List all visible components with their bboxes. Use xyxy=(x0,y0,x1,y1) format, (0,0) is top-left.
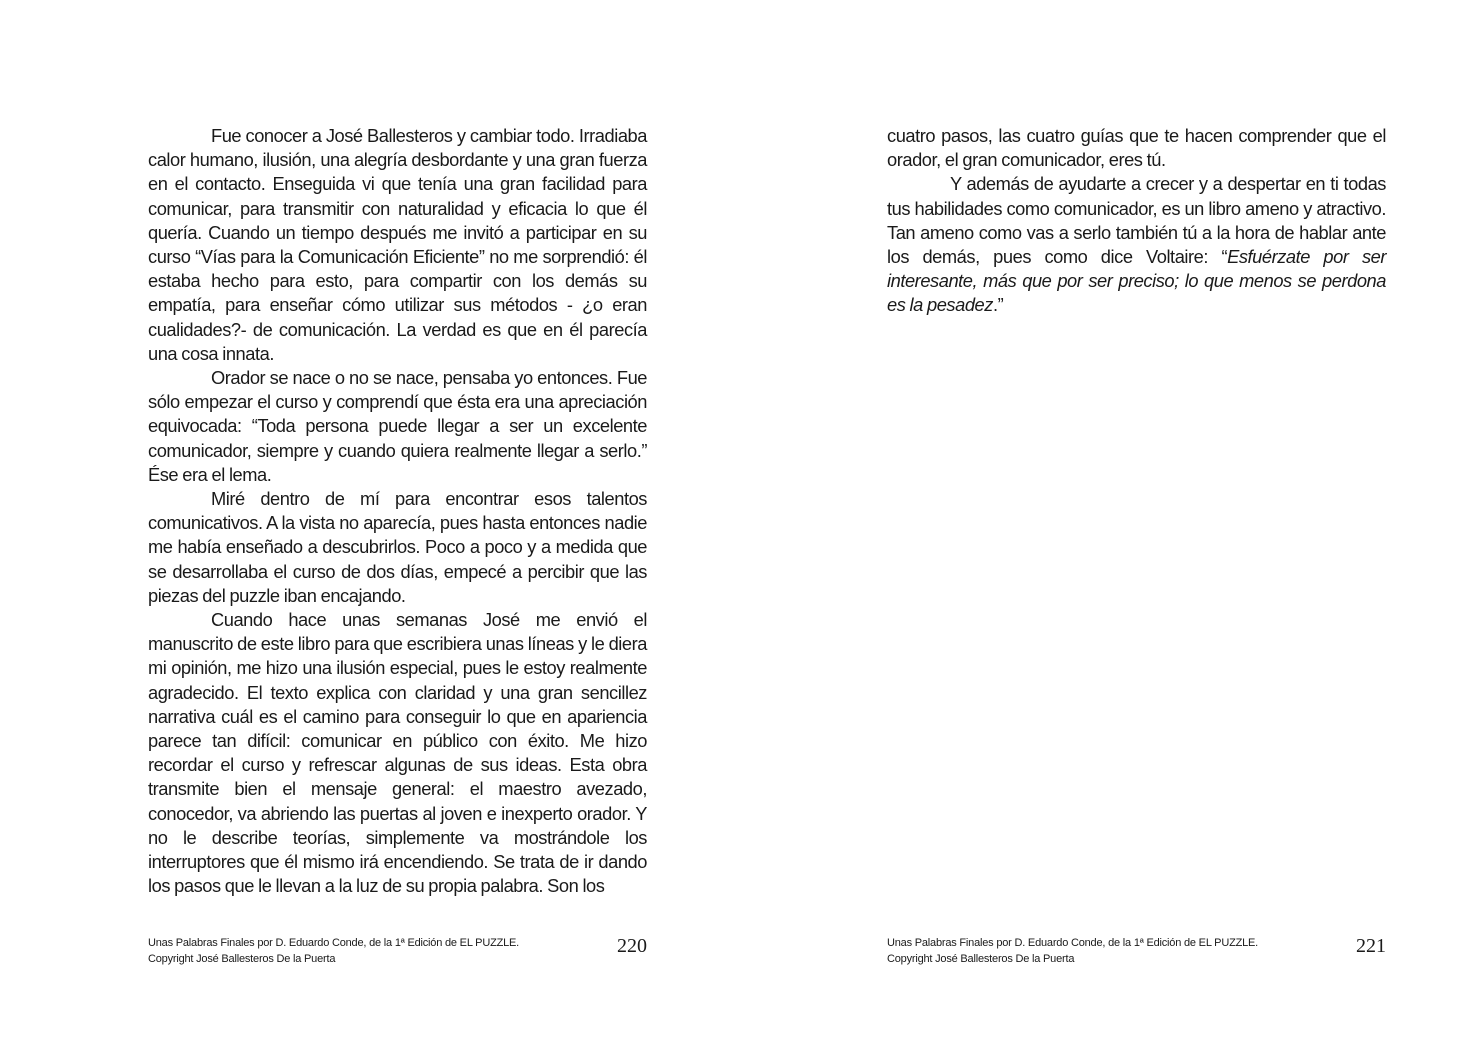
right-page-body xyxy=(887,124,1386,318)
left-paragraph-4: Cuando hace unas semanas José me envió el manuscrito de este libro para que escribiera unas líneas y le diera mi opinión, me hizo una ilusión especial, pues le estoy realmente agradecido. El texto explica con claridad y una gran sencillez narrativa cuál es el camino para conseguir lo que en apariencia parece tan difícil: comunicar en público con éxito. Me hizo recordar el curso y refrescar algunas de sus ideas. Esta obra transmite bien el mensaje general: el maestro avezado, conocedor, va abriendo las puertas al joven e inexperto orador. Y no le describe teorías, simplemente va mostrándole los interruptores que él mismo irá encendiendo. Se trata de ir dando los pasos que le llevan a la luz de su propia palabra. Son los xyxy=(148,609,647,897)
right-paragraph-1: cuatro pasos, las cuatro guías que te hacen comprender que el orador, el gran comunicador, eres tú. xyxy=(887,125,1386,171)
page-number: 220 xyxy=(617,935,647,957)
footer-credit-line-2: Copyright José Ballesteros De la Puerta xyxy=(148,952,336,965)
page-number: 221 xyxy=(1356,935,1386,957)
footer-credit-line-2: Copyright José Ballesteros De la Puerta xyxy=(887,952,1075,965)
right-paragraph-2 xyxy=(887,172,1386,317)
voltaire-quote: Esfuérzate por ser interesante, más que por ser preciso; lo que menos se perdona es la pesadez xyxy=(887,246,1386,316)
footer-credit xyxy=(887,936,1317,967)
left-page xyxy=(148,0,647,1045)
footer-credit xyxy=(148,936,578,967)
footer-credit-line-1: Unas Palabras Finales por D. Eduardo Conde, de la 1ª Edición de EL PUZZLE. xyxy=(148,937,520,949)
footer-credit-line-1: Unas Palabras Finales por D. Eduardo Conde, de la 1ª Edición de EL PUZZLE. xyxy=(887,937,1259,949)
left-paragraph-2: Orador se nace o no se nace, pensaba yo entonces. Fue sólo empezar el curso y comprendí que ésta era una apreciación equivocada: “Toda persona puede llegar a ser un excelente comunicador, siempre y cuando quiera realmente llegar a serlo.” Ése era el lema. xyxy=(148,367,647,485)
left-paragraph-3: Miré dentro de mí para encontrar esos talentos comunicativos. A la vista no aparecía, pues hasta entonces nadie me había enseñado a descubrirlos. Poco a poco y a medida que se desarrollaba el curso de dos días, empecé a percibir que las piezas del puzzle iban encajando. xyxy=(148,488,647,606)
right-page-footer xyxy=(887,936,1386,976)
left-page-body xyxy=(148,124,647,899)
left-paragraph-1: Fue conocer a José Ballesteros y cambiar todo. Irradiaba calor humano, ilusión, una alegría desbordante y una gran fuerza en el contacto. Enseguida vi que tenía una gran facilidad para comunicar, para transmitir con naturalidad y eficacia lo que él quería. Cuando un tiempo después me invitó a participar en su curso “Vías para la Comunicación Eficiente” no me sorprendió: él estaba hecho para esto, para compartir con los demás su empatía, para enseñar cómo utilizar sus métodos - ¿o eran cualidades?- de comunicación. La verdad es que en él parecía una cosa innata. xyxy=(148,125,647,364)
left-page-footer xyxy=(148,936,647,976)
right-page xyxy=(887,0,1386,1045)
right-paragraph-2-text: Y además de ayudarte a crecer y a despertar en ti todas tus habilidades como comunicador, es un libro ameno y atractivo. Tan ameno como vas a serlo también tú a la hora de hablar ante los demás, pues como dice Voltaire: “ xyxy=(887,173,1386,268)
right-paragraph-2-end: .” xyxy=(992,294,1004,316)
